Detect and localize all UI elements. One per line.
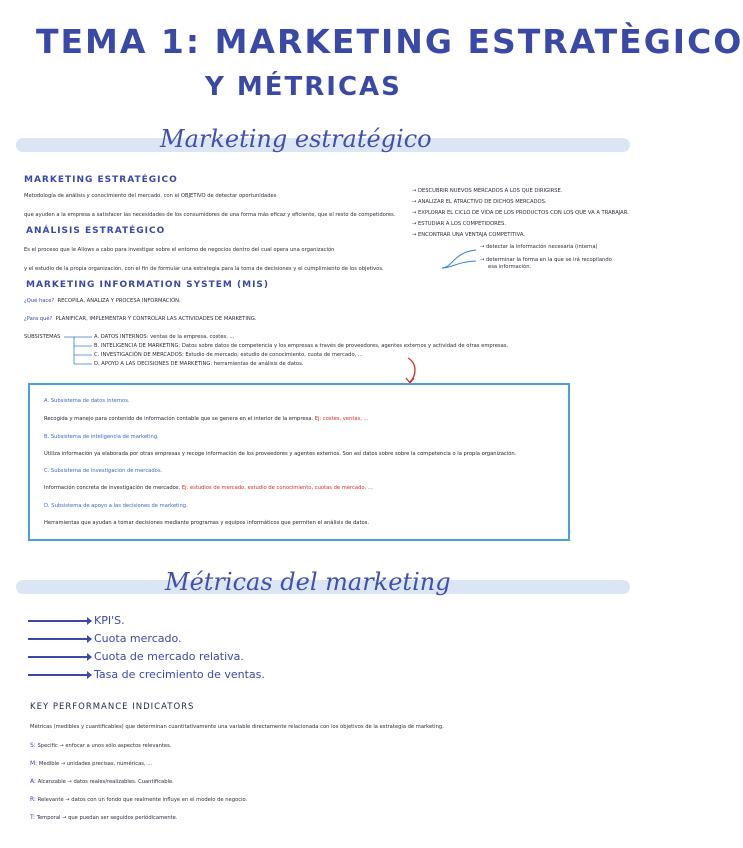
kpi-text: Specific → enfocar a unos sólo aspectos relevantes. <box>37 743 172 749</box>
list-item: → ESTUDIAR A LOS COMPETIDORES. <box>412 221 506 227</box>
mk-line1: Metodología de análisis y conocimiento del mercado, con el OBJETIVO de detectar oportunidades <box>24 193 277 199</box>
ae-line1: Es el proceso que le Allows a cabo para investigar sobre el entorno de negocios dentro del cual opera una organización <box>24 247 335 253</box>
mk-heading: MARKETING ESTRATÉGICO <box>24 175 178 185</box>
mis-subsystems-bracket <box>64 334 94 368</box>
metric-item-kpis <box>28 614 125 627</box>
kpi-item-s <box>30 742 171 750</box>
list-item: A. DATOS INTERNOS: ventas de la empresa, costes, ... <box>94 334 235 340</box>
ae-branch-1: → detectar la información necesaria (interna) <box>480 244 598 250</box>
box-d-text: Herramientas que ayudan a tomar decisiones mediante programas y equipos informáticos que permiten el análisis de datos. <box>44 520 369 526</box>
kpi-letter: S: <box>30 742 36 749</box>
box-b-head: B. Subsistema de inteligencia de marketing. <box>44 434 159 440</box>
arrow-icon <box>28 674 90 676</box>
kpi-item-m <box>30 760 152 768</box>
kpi-intro: Métricas (medibles y cuantificables) que determinan cuantitativamente una variable directamente relacionada con los objetivos de la estrategia de marketing. <box>30 724 444 730</box>
mk-objectives-list <box>412 186 629 241</box>
ae-branch-2b: esa información. <box>488 264 532 270</box>
arrow-icon <box>28 638 90 640</box>
mis-heading: MARKETING INFORMATION SYSTEM (MIS) <box>26 280 270 290</box>
list-item: D. APOYO A LAS DECISIONES DE MARKETING: herramientas de análisis de datos. <box>94 361 304 367</box>
kpi-text: Temporal → que puedan ser seguidos periódicamente. <box>36 815 178 821</box>
mis-q2-label: ¿Para qué? <box>24 316 53 322</box>
mis-subsystems-label: SUBSISTEMAS <box>24 334 61 340</box>
section-title-marketing: Marketing estratégico <box>160 125 432 153</box>
box-c-text <box>44 485 373 491</box>
metric-item-cuota-relativa <box>28 650 244 663</box>
kpi-heading: KEY PERFORMANCE INDICATORS <box>30 702 195 712</box>
kpi-item-r <box>30 796 247 804</box>
kpi-text: Medible → unidades precisas, numéricas, ... <box>38 761 153 767</box>
subsystems-detail-box <box>28 383 570 541</box>
metric-item-tasa <box>28 668 265 681</box>
box-a-body: Recogida y manejo para contenido de información contable que se genera en el interior de la empresa. <box>44 416 314 422</box>
box-c-head: C. Subsistema de investigación de mercados. <box>44 468 163 474</box>
ae-heading: ANÁLISIS ESTRATÉGICO <box>26 226 166 236</box>
red-arrow-icon <box>402 356 422 386</box>
box-c-body: Información concreta de investigación de mercados. <box>44 485 181 491</box>
kpi-letter: T: <box>30 814 36 821</box>
page-title: TEMA 1: MARKETING ESTRATÈGICO <box>36 22 743 61</box>
list-item: C. INVESTIGACIÓN DE MERCADOS: Estudio de mercado, estudio de conocimiento, cuota de mercado, ... <box>94 352 363 358</box>
section-title-metrics: Métricas del marketing <box>165 568 451 596</box>
mk-line2: que ayuden a la empresa a satisfacer las necesidades de los consumidores de una forma más eficaz y eficiente, que el resto de competidores. <box>24 212 396 218</box>
list-item: → ENCONTRAR UNA VENTAJA COMPETITIVA. <box>412 232 525 238</box>
page-subtitle: Y MÉTRICAS <box>205 72 402 102</box>
kpi-item-t <box>30 814 178 822</box>
box-a-example: Ej: costes, ventas, ... <box>314 416 369 422</box>
kpi-letter: R: <box>30 796 37 803</box>
box-d-head: D. Subsistema de apoyo a las decisiones de marketing. <box>44 503 188 509</box>
metric-item-cuota <box>28 632 182 645</box>
mis-q2 <box>24 316 256 323</box>
kpi-letter: A: <box>30 778 37 785</box>
kpi-text: Alcanzable → datos reales/realizables. Cuantificable. <box>37 779 174 785</box>
list-item: → DESCUBRIR NUEVOS MERCADOS A LOS QUE DIRIGIRSE. <box>412 188 563 194</box>
metric-label: Cuota de mercado relativa. <box>94 650 244 663</box>
mis-q1-label: ¿Qué hace? <box>24 298 55 304</box>
metric-label: Cuota mercado. <box>94 632 182 645</box>
box-a-head: A. Subsistema de datos internos. <box>44 398 130 404</box>
list-item: B. INTELIGENCIA DE MARKETING: Datos sobre datos de competencia y los empresas a través de proveedores, agentes externos y actividad de otras empresas. <box>94 343 509 349</box>
metric-label: Tasa de crecimiento de ventas. <box>94 668 265 681</box>
list-item: → ANALIZAR EL ATRACTIVO DE DICHOS MERCADOS. <box>412 199 547 205</box>
kpi-item-a <box>30 778 174 786</box>
metric-label: KPI'S. <box>94 614 125 627</box>
mis-q1 <box>24 298 181 305</box>
arrow-icon <box>28 620 90 622</box>
ae-branch-2a: → determinar la forma en la que se irá recopilando <box>480 257 612 263</box>
kpi-letter: M: <box>30 760 38 767</box>
box-b-text: Utiliza información ya elaborada por otras empresas y recoge información de los proveedores y agentes externos. Son así datos sobre sobre la competencia o la propia organización. <box>44 451 517 457</box>
list-item: → EXPLORAR EL CICLO DE VIDA DE LOS PRODUCTOS CON LOS QUE VA A TRABAJAR. <box>412 210 629 216</box>
mis-q2-text: PLANIFICAR, IMPLEMENTAR Y CONTROLAR LAS ACTIVIDADES DE MARKETING. <box>55 316 257 322</box>
arrow-icon <box>28 656 90 658</box>
mis-q1-text: RECOPILA, ANALIZA Y PROCESA INFORMACIÓN. <box>57 298 181 304</box>
box-a-text <box>44 416 369 422</box>
ae-branch-arrows <box>440 246 480 272</box>
mis-subsystems-list <box>94 333 508 369</box>
ae-line2: y el estudio de la propia organización, con el fin de formular una estrategia para la toma de decisiones y el cumplimiento de los objetivos. <box>24 266 384 272</box>
box-c-example: Ej: estudios de mercado, estudio de conocimiento, cuotas de mercado, ... <box>181 485 373 491</box>
kpi-text: Relevante → datos con un fondo que realmente influye en el modelo de negocio. <box>37 797 248 803</box>
